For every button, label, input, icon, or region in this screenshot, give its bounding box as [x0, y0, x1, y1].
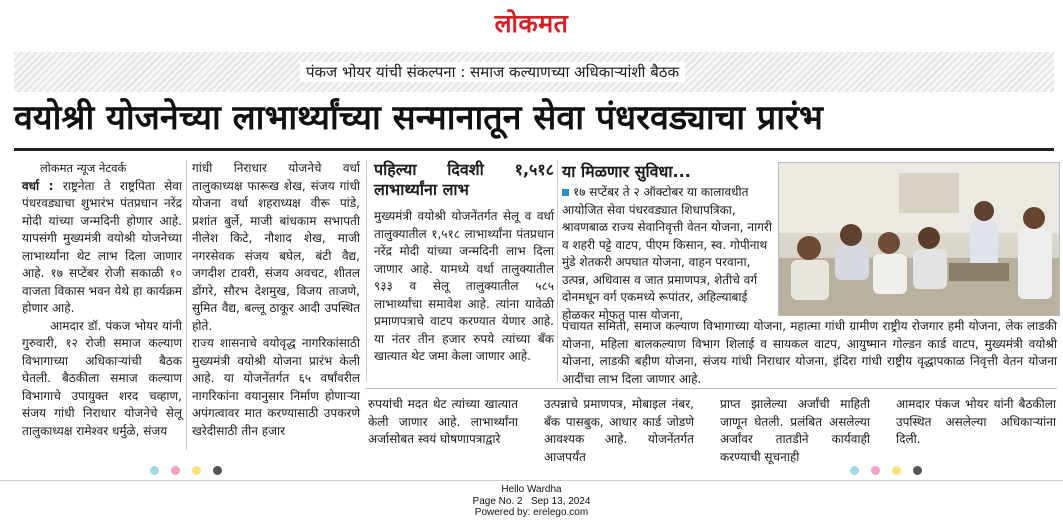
bottom-rule	[365, 388, 1057, 389]
headline: वयोश्री योजनेच्या लाभार्थ्यांच्या सन्मानातून सेवा पंधरवड्याचा प्रारंभ	[14, 98, 823, 138]
dateline: वर्धा :	[22, 178, 54, 193]
registration-dot	[150, 466, 159, 475]
paragraph: राज्य शासनाचे वयोवृद्ध नागरिकांसाठी मुख्यमंत्री वयोश्री योजना प्रारंभ केली आहे. या योजनेंतर्गत ६५ वर्षांवरील नागरिकांना वयानुसार निर्माण होणाऱ्या अपंगत्वावर मात करण्यासाठी उपकरणे खरेदीसाठी तीन हजार	[192, 336, 360, 438]
article-column-2	[192, 160, 360, 440]
kicker-line: पंकज भोयर यांची संकल्पना : समाज कल्याणच्या अधिकाऱ्यांशी बैठक	[300, 62, 685, 82]
lokmat-logo: लोकमत	[494, 9, 569, 38]
facilities-box-title: या मिळणार सुविधा...	[562, 162, 691, 181]
facilities-continued: पंचायत समिती, समाज कल्याण विभागाच्या योजना, महात्मा गांधी ग्रामीण राष्ट्रीय रोजगार हमी योजना, लेक लाडकी योजना, महिला बालकल्याण विभाग शिलाई व सायकल वाटप, आयुष्मान गोल्डन कार्ड वाटप, मुख्यमंत्री वयोश्री योजना, लाडकी बहीण योजना, संजय गांधी निराधार योजना, इंदिरा गांधी राष्ट्रीय वृद्धापकाळ निवृत्ती वेतन योजना आदींचा लाभ दिला जाणार आहे.	[562, 319, 1057, 386]
page-number: Page No. 2	[472, 495, 523, 507]
page-info	[0, 496, 1063, 508]
registration-dot	[850, 466, 859, 475]
article-column-1	[22, 160, 182, 440]
lead-paragraph	[22, 178, 182, 318]
footer-rule	[0, 480, 1063, 481]
registration-dot	[171, 466, 180, 475]
paragraph: मुख्यमंत्री वयोश्री योजनेंतर्गत सेलू व वर्धा तालुक्यातील १,५१८ लाभार्थ्यांना पंतप्रधान नरेंद्र मोदी यांच्या जन्मदिनी लाभ दिला जाणार आहे. यामध्ये वर्धा तालुक्यातील ९३३ व सेलू तालुक्यातील ५८५ लाभार्थ्यांचा समावेश आहे. त्यांना यावेळी प्रमाणपत्राचे वाटप करण्यात येणार आहे. या नंतर तीन हजार रुपये त्यांच्या बँक खात्यात थेट जमा केला जाणार आहे.	[374, 209, 554, 363]
bottom-column-4: आमदार पंकज भोयर यांनी बैठकीला उपस्थित असलेल्या अधिकाऱ्यांना दिली.	[896, 397, 1056, 446]
facilities-text: १७ सप्टेंबर ते २ ऑक्टोबर या कालावधीत आयोजित सेवा पंधरवड्यात शिधापत्रिका, श्रावणबाळ राज्य सेवानिवृत्ती वेतन योजना, नागरी व शहरी पट्टे वाटप, पीएम किसान, स्व. गोपीनाथ मुंडे शेतकरी अपघात योजना, वाहन परवाना, उत्पन्न, अधिवास व जात प्रमाणपत्र, शेतीचे वर्ग दोनमधून वर्ग एकमध्ये रूपांतर, अहिल्याबाई होळकर मोफत पास योजना,	[562, 185, 772, 322]
powered-by: Powered by: erelego.com	[474, 507, 589, 518]
issue-date: Sep 13, 2024	[530, 495, 591, 507]
paragraph: आमदार डॉ. पंकज भोयर यांनी गुरुवारी, १२ रोजी समाज कल्याण विभागाच्या अधिकाऱ्यांची बैठक घेतली. बैठकीला समाज कल्याण विभागाचे उपायुक्त शरद चव्हाण, संजय गांधी निराधार योजनेचे सेलू तालुकाध्यक्ष रामेश्वर धर्मुळे, संजय	[22, 318, 182, 438]
meeting-photo-illustration	[779, 163, 1060, 316]
registration-dot	[871, 466, 880, 475]
article-column-3	[374, 160, 554, 366]
paragraph: गांधी निराधार योजनेचे वर्धा तालुकाध्यक्ष फारूख शेख, संजय गांधी योजना वर्धा शहराध्यक्ष वीरू पांडे, प्रशांत बुर्ले, माजी बांधकाम सभापती नीलेश किटे, नौशाद शेख, माजी नगरसेवक संजय बघेल, बंटी वैद्य, जगदीश टावरी, संजय अवचट, शीतल डोंगरे, सौरभ देशमुख, विजय ताजणे, सुमित वैद्य, बल्लू ठाकूर आदी उपस्थित होते.	[192, 161, 360, 333]
color-registration-dots	[850, 466, 922, 476]
column-divider	[186, 160, 187, 450]
registration-dot	[892, 466, 901, 475]
bullet-icon	[562, 189, 569, 196]
registration-dot	[213, 466, 222, 475]
headline-rule	[14, 148, 1054, 151]
masthead	[0, 6, 1063, 40]
registration-dot	[913, 466, 922, 475]
color-registration-dots	[150, 466, 222, 476]
bottom-column-2: उत्पन्नाचे प्रमाणपत्र, मोबाइल नंबर, बँक पासबुक, आधार कार्ड जोडणे आवश्यक आहे. योजनेंतर्गत आजपर्यंत	[544, 397, 694, 464]
lead-text: राष्ट्रनेता ते राष्ट्रपिता सेवा पंधरवड्याचा शुभारंभ पंतप्रधान नरेंद्र मोदी यांच्या जन्मदिनी होणार आहे. यापसंगी मुख्यमंत्री वयोश्री योजनेच्या लाभार्थ्यांना थेट लाभ दिला जाणार आहे. १७ सप्टेंबर रोजी सकाळी १० वाजता विकास भवन येथे हा कार्यक्रम होणार आहे.	[22, 178, 182, 315]
column-divider	[366, 160, 367, 382]
registration-dot	[192, 466, 201, 475]
bottom-column-3: प्राप्त झालेल्या अर्जांची माहिती जाणून घेतली. प्रलंबित असलेल्या अर्जांवर तातडीने कार्यवाही करण्याची सूचनाही	[720, 397, 870, 464]
byline: लोकमत न्यूज नेटवर्क	[40, 161, 127, 175]
footer	[0, 484, 1063, 519]
facilities-box-text	[562, 184, 772, 324]
bottom-column-1: रुपयांची मदत थेट त्यांच्या खात्यात केली जाणार आहे. लाभार्थ्यांना अर्जासोबत स्वयं घोषणापत्राद्वारे	[368, 397, 518, 446]
column-divider	[557, 160, 558, 382]
subheading: पहिल्या दिवशी १,५१८ लाभार्थ्यांना लाभ	[374, 160, 554, 199]
edition-name: Hello Wardha	[501, 484, 562, 495]
meeting-photo	[778, 162, 1060, 316]
